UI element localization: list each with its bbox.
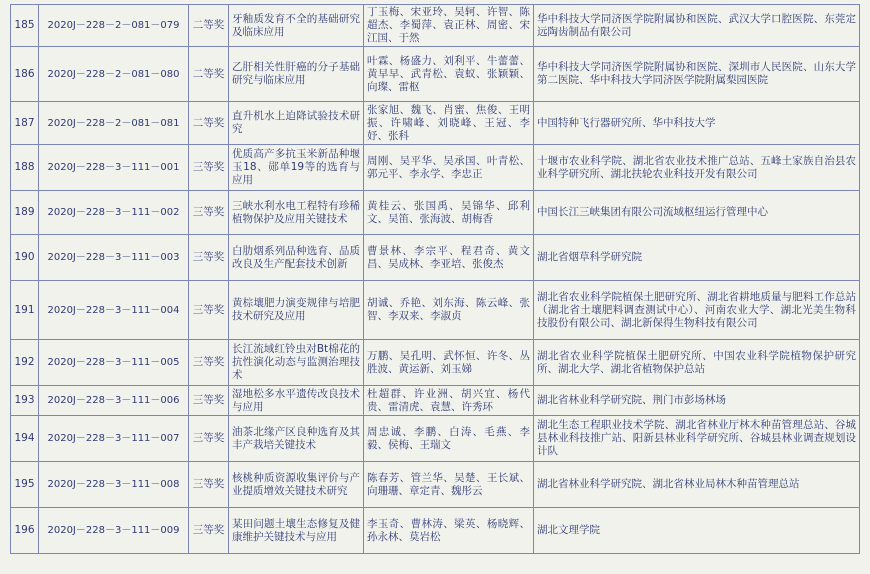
completers: 叶霖、杨盛力、刘利平、牛蕾蕾、黄早早、武青松、袁蚁、张颖颖、向璨、雷枢 [364, 47, 534, 102]
award-level: 二等奖 [189, 5, 229, 47]
award-level: 二等奖 [189, 102, 229, 145]
row-seq: 186 [11, 47, 39, 102]
table-row [11, 281, 860, 340]
organizations: 中国特种飞行器研究所、华中科技大学 [534, 102, 860, 145]
row-seq: 189 [11, 191, 39, 235]
organizations: 中国长江三峡集团有限公司流域枢纽运行管理中心 [534, 191, 860, 235]
row-seq: 192 [11, 340, 39, 386]
award-level: 二等奖 [189, 47, 229, 102]
organizations: 十堰市农业科学院、湖北省农业技术推广总站、五峰土家族自治县农业科学研究所、湖北扶轮农业科技开发有限公司 [534, 145, 860, 191]
award-level: 三等奖 [189, 508, 229, 554]
row-seq: 193 [11, 386, 39, 416]
completers: 黄桂云、张国禹、吴锦华、邱利文、吴笛、张海波、胡梅香 [364, 191, 534, 235]
completers: 杜超群、许业洲、胡兴宜、杨代贵、雷清虎、袁慧、许秀环 [364, 386, 534, 416]
table-row [11, 235, 860, 281]
organizations: 湖北省林业科学研究院、湖北省林业局林木种苗管理总站 [534, 462, 860, 508]
row-seq: 187 [11, 102, 39, 145]
table-row [11, 462, 860, 508]
award-level: 三等奖 [189, 462, 229, 508]
project-title: 优质高产多抗玉米新品种堰玉18、郧单19等的选育与应用 [229, 145, 364, 191]
completers: 李玉奇、曹林涛、梁英、杨晓辉、孙永林、莫岩松 [364, 508, 534, 554]
organizations: 华中科技大学同济医学院附属协和医院、深圳市人民医院、山东大学第二医院、华中科技大学同济医学院附属梨园医院 [534, 47, 860, 102]
table-row [11, 145, 860, 191]
project-number: 2020J－228－3－111－003 [39, 235, 189, 281]
project-number: 2020J－228－3－111－007 [39, 416, 189, 462]
table-row [11, 508, 860, 554]
project-title: 长江流域红铃虫对Bt棉花的抗性演化动态与监测治理技术 [229, 340, 364, 386]
row-seq: 196 [11, 508, 39, 554]
row-seq: 188 [11, 145, 39, 191]
award-level: 三等奖 [189, 281, 229, 340]
table-row [11, 47, 860, 102]
completers: 张家旭、魏飞、肖蜜、焦俊、王明振、许啸峰、刘晓峰、王冠、李妤、张科 [364, 102, 534, 145]
row-seq: 194 [11, 416, 39, 462]
project-title: 湿地松多水平遗传改良技术与应用 [229, 386, 364, 416]
organizations: 湖北省农业科学院植保土肥研究所、湖北省耕地质量与肥料工作总站（湖北省土壤肥料调查测试中心）、河南农业大学、湖北光美生物科技股份有限公司、湖北新保得生物科技有限公司 [534, 281, 860, 340]
organizations: 华中科技大学同济医学院附属协和医院、武汉大学口腔医院、东莞定远陶齿制品有限公司 [534, 5, 860, 47]
award-level: 三等奖 [189, 386, 229, 416]
completers: 周刚、吴平华、吴承国、叶青松、郭元平、李永学、李忠正 [364, 145, 534, 191]
table-row [11, 416, 860, 462]
award-level: 三等奖 [189, 416, 229, 462]
table-row [11, 5, 860, 47]
project-number: 2020J－228－3－111－009 [39, 508, 189, 554]
award-level: 三等奖 [189, 235, 229, 281]
project-number: 2020J－228－3－111－001 [39, 145, 189, 191]
project-title: 白肋烟系列品种选育、品质改良及生产配套技术创新 [229, 235, 364, 281]
project-title: 核桃种质资源收集评价与产业提质增效关键技术研究 [229, 462, 364, 508]
table-row [11, 386, 860, 416]
project-number: 2020J－228－3－111－002 [39, 191, 189, 235]
row-seq: 195 [11, 462, 39, 508]
project-title: 乙肝相关性肝癌的分子基础研究与临床应用 [229, 47, 364, 102]
row-seq: 191 [11, 281, 39, 340]
award-level: 三等奖 [189, 340, 229, 386]
project-title: 油茶北缘产区良种选育及其丰产栽培关键技术 [229, 416, 364, 462]
awards-table [10, 4, 860, 554]
table-row [11, 102, 860, 145]
project-number: 2020J－228－3－111－006 [39, 386, 189, 416]
table-row [11, 191, 860, 235]
project-number: 2020J－228－2－081－080 [39, 47, 189, 102]
completers: 曹景林、李宗平、程君奇、黄文昌、吴成林、李亚培、张俊杰 [364, 235, 534, 281]
project-number: 2020J－228－2－081－081 [39, 102, 189, 145]
completers: 万鹏、吴孔明、武怀恒、许冬、丛胜波、黄运新、刘玉娣 [364, 340, 534, 386]
organizations: 湖北生态工程职业技术学院、湖北省林业厅林木种苗管理总站、谷城县林业科技推广站、阳新县林业科学研究所、谷城县林业调查规划设计队 [534, 416, 860, 462]
project-title: 黄棕壤肥力演变规律与培肥技术研究及应用 [229, 281, 364, 340]
row-seq: 185 [11, 5, 39, 47]
organizations: 湖北省烟草科学研究院 [534, 235, 860, 281]
award-level: 三等奖 [189, 145, 229, 191]
organizations: 湖北省林业科学研究院、荆门市彭场林场 [534, 386, 860, 416]
project-number: 2020J－228－3－111－004 [39, 281, 189, 340]
award-level: 三等奖 [189, 191, 229, 235]
project-title: 某田问题土壤生态修复及健康维护关键技术与应用 [229, 508, 364, 554]
completers: 周忠诚、李鹏、白涛、毛燕、李毅、侯梅、王瑞文 [364, 416, 534, 462]
project-title: 牙釉质发育不全的基础研究及临床应用 [229, 5, 364, 47]
organizations: 湖北文理学院 [534, 508, 860, 554]
project-number: 2020J－228－3－111－005 [39, 340, 189, 386]
table-row [11, 340, 860, 386]
row-seq: 190 [11, 235, 39, 281]
organizations: 湖北省农业科学院植保土肥研究所、中国农业科学院植物保护研究所、湖北大学、湖北省植物保护总站 [534, 340, 860, 386]
completers: 陈春芳、管兰华、吴楚、王长斌、向珊珊、章定青、魏彤云 [364, 462, 534, 508]
completers: 丁玉梅、宋亚玲、吴轲、许智、陈超杰、李蜀萍、袁正林、周密、宋江国、于然 [364, 5, 534, 47]
project-number: 2020J－228－3－111－008 [39, 462, 189, 508]
project-title: 三峡水利水电工程特有珍稀植物保护及应用关键技术 [229, 191, 364, 235]
project-title: 直升机水上迫降试验技术研究 [229, 102, 364, 145]
project-number: 2020J－228－2－081－079 [39, 5, 189, 47]
completers: 胡诚、乔艳、刘东海、陈云峰、张智、李双来、李淑贞 [364, 281, 534, 340]
